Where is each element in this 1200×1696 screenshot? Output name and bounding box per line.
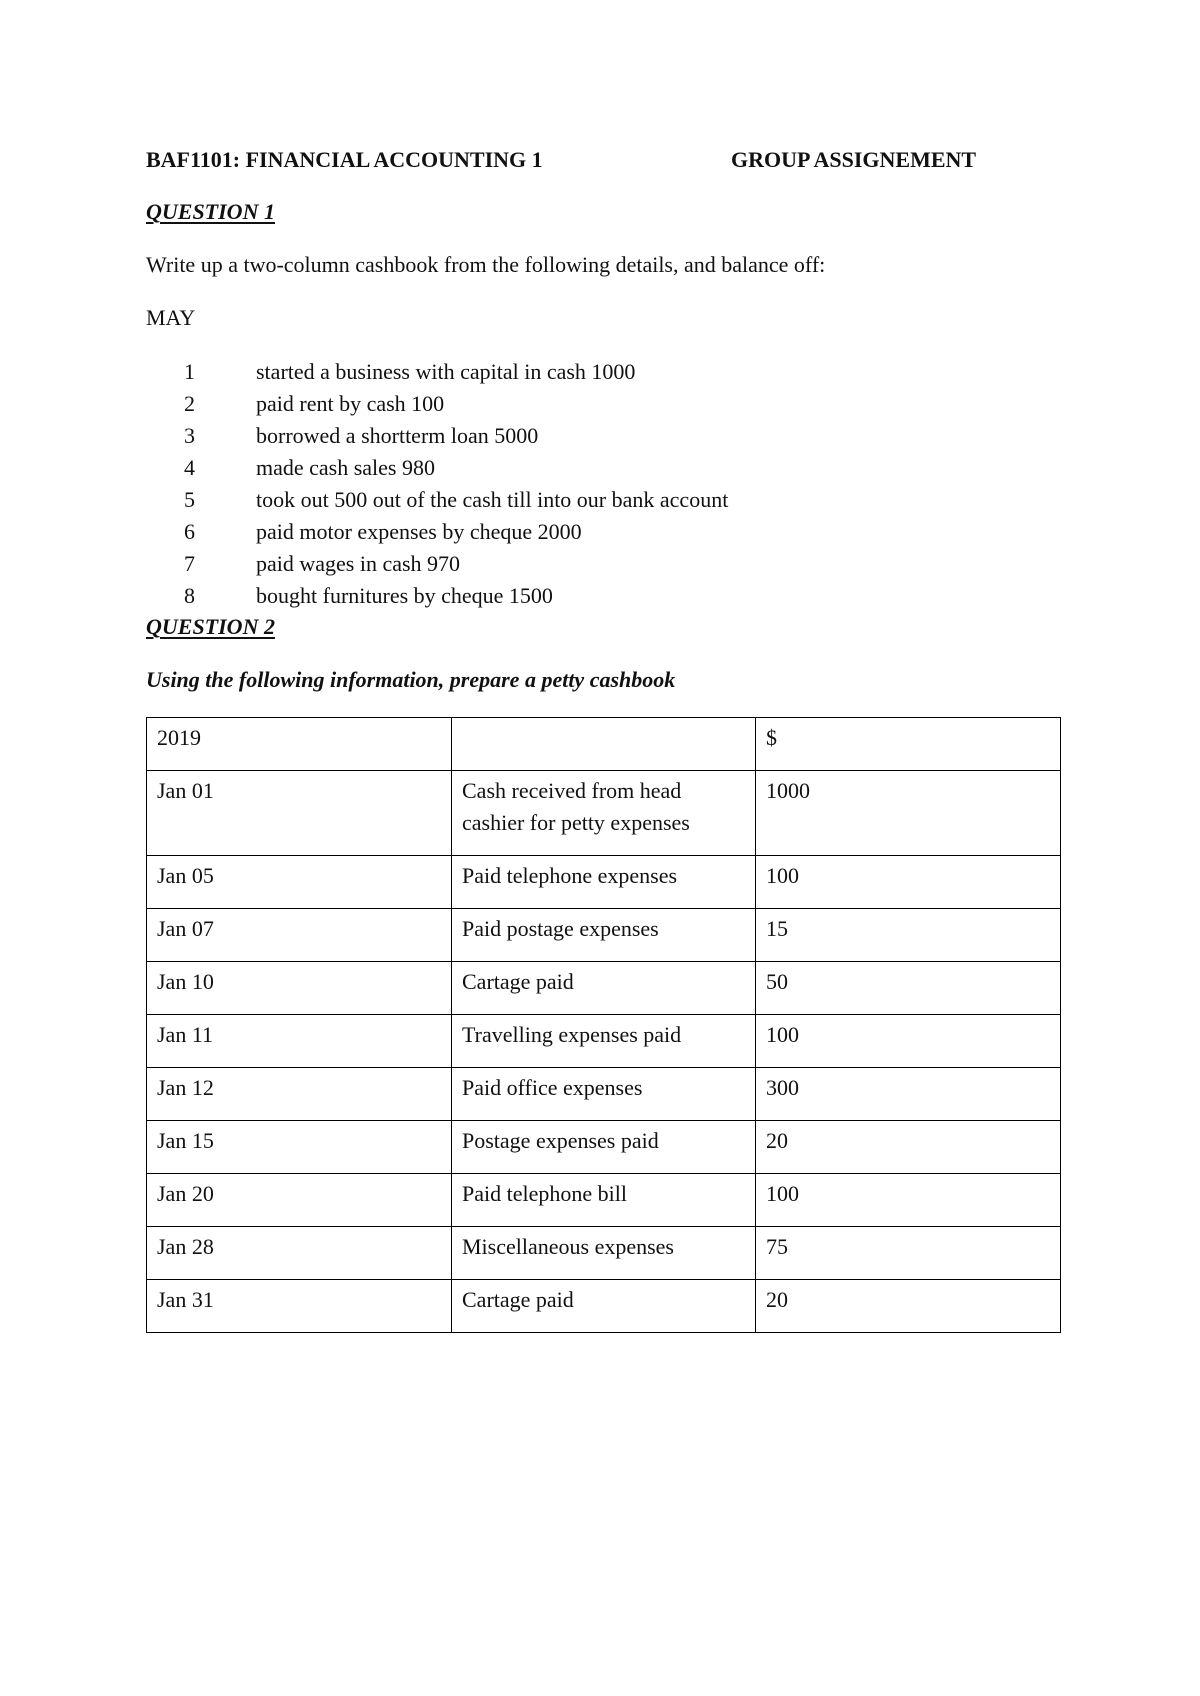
description-cell: Travelling expenses paid bbox=[452, 1015, 756, 1068]
description-cell: Paid office expenses bbox=[452, 1068, 756, 1121]
transaction-text: paid rent by cash 100 bbox=[256, 391, 445, 416]
date-cell: Jan 12 bbox=[147, 1068, 452, 1121]
table-row bbox=[147, 1015, 1061, 1068]
table-row bbox=[147, 909, 1061, 962]
table-row bbox=[147, 1121, 1061, 1174]
question-1-heading: QUESTION 1 bbox=[146, 199, 275, 224]
transaction-text: made cash sales 980 bbox=[256, 455, 435, 480]
description-cell: Cartage paid bbox=[452, 1280, 756, 1333]
amount-cell: 15 bbox=[756, 909, 1061, 962]
amount-cell: 50 bbox=[756, 962, 1061, 1015]
date-cell: Jan 15 bbox=[147, 1121, 452, 1174]
transaction-text: took out 500 out of the cash till into our bank account bbox=[256, 487, 729, 512]
amount-cell: 100 bbox=[756, 1015, 1061, 1068]
date-cell: Jan 20 bbox=[147, 1174, 452, 1227]
transaction-day: 8 bbox=[184, 583, 195, 608]
amount-cell: 20 bbox=[756, 1121, 1061, 1174]
list-item bbox=[146, 484, 729, 516]
description-header bbox=[452, 718, 756, 771]
transaction-list bbox=[146, 356, 729, 612]
date-cell: Jan 01 bbox=[147, 771, 452, 856]
table-row bbox=[147, 856, 1061, 909]
date-cell: Jan 11 bbox=[147, 1015, 452, 1068]
transaction-text: borrowed a shortterm loan 5000 bbox=[256, 423, 539, 448]
transaction-day: 6 bbox=[184, 519, 195, 544]
transaction-day: 1 bbox=[184, 359, 195, 384]
list-item bbox=[146, 452, 435, 484]
table-row bbox=[147, 1068, 1061, 1121]
list-item bbox=[146, 420, 539, 452]
transaction-day: 2 bbox=[184, 391, 195, 416]
transaction-text: paid motor expenses by cheque 2000 bbox=[256, 519, 582, 544]
date-cell: Jan 28 bbox=[147, 1227, 452, 1280]
description-cell: Paid postage expenses bbox=[452, 909, 756, 962]
list-item bbox=[146, 356, 636, 388]
table-row bbox=[147, 771, 1061, 856]
transaction-day: 7 bbox=[184, 551, 195, 576]
description-cell: Cartage paid bbox=[452, 962, 756, 1015]
date-cell: Jan 10 bbox=[147, 962, 452, 1015]
table-header-row bbox=[147, 718, 1061, 771]
assignment-title: GROUP ASSIGNEMENT bbox=[731, 147, 977, 172]
date-cell: Jan 31 bbox=[147, 1280, 452, 1333]
amount-cell: 100 bbox=[756, 1174, 1061, 1227]
table-row bbox=[147, 1227, 1061, 1280]
amount-cell: 75 bbox=[756, 1227, 1061, 1280]
description-cell: Miscellaneous expenses bbox=[452, 1227, 756, 1280]
description-cell: Cash received from head cashier for petty expenses bbox=[452, 771, 756, 856]
description-cell: Postage expenses paid bbox=[452, 1121, 756, 1174]
description-cell: Paid telephone expenses bbox=[452, 856, 756, 909]
transaction-day: 3 bbox=[184, 423, 195, 448]
question-2-heading: QUESTION 2 bbox=[146, 614, 275, 639]
month-label: MAY bbox=[146, 305, 196, 330]
list-item bbox=[146, 516, 582, 548]
amount-cell: 1000 bbox=[756, 771, 1061, 856]
question-1-instruction: Write up a two-column cashbook from the following details, and balance off: bbox=[146, 252, 826, 277]
list-item bbox=[146, 548, 461, 580]
transaction-day: 5 bbox=[184, 487, 195, 512]
amount-cell: 20 bbox=[756, 1280, 1061, 1333]
list-item bbox=[146, 388, 445, 420]
transaction-text: bought furnitures by cheque 1500 bbox=[256, 583, 553, 608]
transaction-text: started a business with capital in cash 1000 bbox=[256, 359, 636, 384]
table-row bbox=[147, 1174, 1061, 1227]
year-header: 2019 bbox=[147, 718, 452, 771]
list-item bbox=[146, 580, 553, 612]
table-row bbox=[147, 1280, 1061, 1333]
description-cell: Paid telephone bill bbox=[452, 1174, 756, 1227]
question-2-instruction: Using the following information, prepare a petty cashbook bbox=[146, 667, 676, 692]
course-title: BAF1101: FINANCIAL ACCOUNTING 1 bbox=[146, 147, 543, 172]
transaction-text: paid wages in cash 970 bbox=[256, 551, 461, 576]
date-cell: Jan 05 bbox=[147, 856, 452, 909]
table-row bbox=[147, 962, 1061, 1015]
transaction-day: 4 bbox=[184, 455, 195, 480]
petty-cash-table bbox=[146, 717, 1061, 1333]
amount-cell: 300 bbox=[756, 1068, 1061, 1121]
date-cell: Jan 07 bbox=[147, 909, 452, 962]
amount-cell: 100 bbox=[756, 856, 1061, 909]
amount-header: $ bbox=[756, 718, 1061, 771]
